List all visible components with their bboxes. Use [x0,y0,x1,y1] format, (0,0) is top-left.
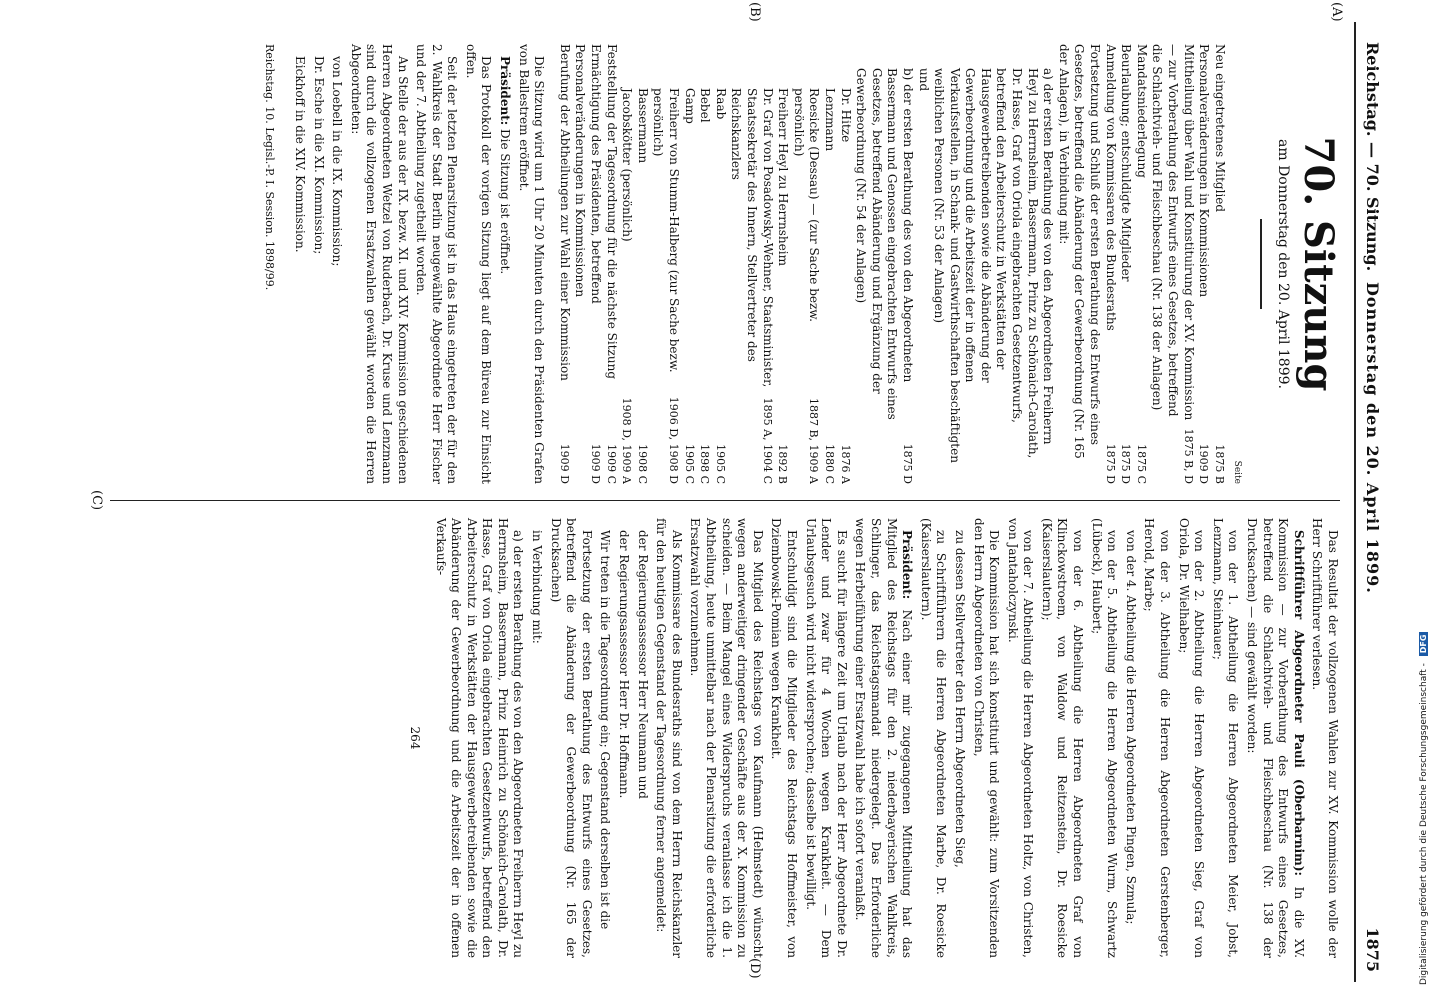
toc-item-page-ref: 1880 C [822,444,836,484]
paragraph [768,518,799,958]
paragraph [1209,518,1240,958]
table-of-contents [556,44,1227,484]
toc-item [931,44,1056,484]
toc-item-page-ref: 1892 B [776,444,790,484]
toc-item-page-ref: 1875 B, D [1181,428,1195,484]
toc-item-text: Fortsetzung und Schluß der ersten Berathung des Entwurfs eines Gesetzes, betreffend die Abänderung der Gewerbeordnung (Nr. 165 der Anlagen), in Verbindung mit: [1056,44,1103,459]
toc-item-page-ref: 1908 D, 1909 A [620,397,634,484]
toc-item-text: Dr. Graf von Posadowsky-Wehner, Staatsminister, Staatssekretär des Innern, Stellvertreter des Reichskanzlers [729,88,775,388]
running-head [1354,22,1390,982]
session-title: 70. Sitzung [1295,136,1342,392]
paragraph [529,518,545,958]
paragraph-text: von der 4. Abtheilung die Herren Abgeordneten Pingen, Szmula; [1123,530,1138,925]
paragraph-text: Die Sitzung wird um 1 Uhr 20 Minuten durch den Präsidenten Grafen von Ballestrem eröffnet. [516,44,547,484]
toc-item [712,44,728,484]
left-body-text [291,44,546,484]
paragraph-text: in Verbindung mit: [530,530,545,644]
paragraph-text: Fortsetzung der ersten Berathung des Entwurfs eines Gesetzes, betreffend die Abänderung der Gewerbeordnung (Nr. 165 der Drucksachen) [548,518,594,958]
paragraph [1038,518,1085,958]
paragraph [1175,518,1206,958]
toc-item-text: Raab [713,88,728,120]
paragraph [1243,518,1305,958]
toc-item [853,44,915,484]
toc-item-text: Freiherr Heyl zu Herrnsheim [776,88,791,266]
toc-item [634,44,650,484]
toc-item-page-ref: 1876 A [838,444,852,484]
paragraph-text: In die XV. Kommission — zur Vorberathung des Entwurfs eines Gesetzes, betreffend die Schlachtvieh- und Fleischbeschau (Nr. 138 der Drucksachen) — sind gewählt worden: [1245,518,1306,958]
paragraph-text: von der 5. Abtheilung die Herren Abgeordneten Wurm, Schwartz (Lübeck), Haubert; [1089,518,1120,958]
toc-item [619,44,635,484]
paragraph [634,518,650,958]
toc-item-page-ref: 1875 C [1134,444,1148,484]
paragraph [917,518,948,958]
toc-item-text: Mandatsniederlegung [1134,44,1149,178]
paragraph [413,44,460,484]
rotated-print [70,2,1390,982]
toc-item [603,44,619,484]
toc-item-text: Freiherr von Stumm-Halberg (zur Sache bezw. persönlich) [651,88,682,373]
right-body-text [432,518,1340,958]
paragraph [547,518,594,958]
paragraph-text: von der 7. Abtheilung die Herren Abgeordneten Holtz, von Christen, von Jantaholczynski. [1005,518,1036,958]
toc-item-text: Feststellung der Tagesordnung für die nächste Sitzung [604,44,619,380]
toc-item [572,44,603,484]
footer-line: Reichstag. 10. Legisl.-P. I. Session. 1898/99. [263,44,277,291]
toc-item [1055,44,1102,484]
paragraph [462,44,493,484]
paragraph-text: Dr. Esche in die XI. Kommission; [311,56,326,255]
toc-item-text: Mittheilung über Wahl und Konstituirung der XV. Kommission — zur Vorberathung des Entwurfs eines Gesetzes, betreffend die Schlachtvieh- und Fleischbeschau (Nr. 138 der Anlagen) [1150,44,1196,421]
paragraph [1309,518,1340,958]
toc-item [1133,44,1149,484]
paragraph [802,518,849,958]
paragraph [1141,518,1172,958]
toc-item-page-ref: 1905 C [682,444,696,484]
toc-item-text: Anmeldung von Kommissaren des Bundesraths [1103,44,1118,331]
paragraph-text: von der 3. Abtheilung die Herren Abgeordneten Gerstenberger, Herold, Marbe; [1142,518,1173,958]
margin-mark-b: (B) [747,2,762,22]
paragraph-text: Das Mitglied des Reichstags von Kaufmann (Helmstedt) wünscht wegen anderweitiger dringender Geschäfte aus der X. Kommission zu scheiden. — Beim Mangel eines Widerspruchs veranlasse ich die 1. Abtheilung, heute unmittelbar nach der Plenarsitzung die erforderliche Ersatzwahl vorzunehmen. [688,518,765,958]
toc-item-page-ref: 1875 B [1212,444,1226,484]
paragraph [347,44,409,484]
toc-item-text: Ermächtigung des Präsidenten, betreffend Personalveränderungen in Kommissionen [573,44,604,304]
paragraph [291,44,307,484]
toc-item-page-ref: 1887 B, 1909 A [807,397,821,484]
toc-item-text: Jacobskötter (persönlich) [620,88,635,242]
toc-item [775,44,791,484]
toc-item-page-ref: 1875 D [900,443,914,484]
column-divider [110,500,1340,501]
dfg-logo: DFG [1419,632,1428,657]
toc-item-page-ref: 1875 D [1103,443,1117,484]
paragraph [310,44,326,484]
running-head-date: Donnerstag den 20. April 1899. [1363,282,1382,594]
running-head-left: Reichstag. — 70. Sitzung. [1363,42,1382,272]
paragraph-text: Wir treten in die Tagesordnung ein; Gegenstand derselben ist die [598,530,613,930]
toc-item [1118,44,1134,484]
paragraph-text: Eickhoff in die XIV. Kommission. [292,56,307,253]
toc-item [681,44,697,484]
toc-item-page-ref: 1909 D [589,443,603,484]
paragraph [1088,518,1119,958]
paragraph [597,518,613,958]
toc-item-text: Gamp [682,88,697,124]
paragraph-text: zu dessen Stellvertreter den Herrn Abgeordneten Sieg, [952,530,967,868]
toc-item-page-ref: 1895 A, 1904 C [760,397,774,484]
toc-item-page-ref: 1909 D [557,443,571,484]
digitization-note [1419,632,1429,985]
paragraph-text: Das Protokoll der vorigen Sitzung liegt auf dem Büreau zur Einsicht offen. [463,44,494,484]
paragraph-text: Nach einer mir zugegangenen Mittheilung hat das Mitglied des Reichstags für den 2. niederbayerischen Wahlkreis, Schlinger, das Reichstagsmandat niedergelegt. Das Erforderliche wegen Herbeiführung einer Ersatzwahl habe ich sofort veranlaßt. [853,518,915,958]
toc-item-text: Personalveränderungen in Kommissionen [1197,44,1212,298]
toc-item [1149,44,1196,484]
paragraph-text: von der 1. Abtheilung die Herren Abgeordneten Meier, Jobst, Lenzmann, Steinhauer; [1210,518,1241,958]
toc-item-text: Bassermann [635,88,650,164]
paragraph [653,518,684,958]
paragraph-text: a) der ersten Berathung des von den Abgeordneten Freiherrn Heyl zu Herrnsheim, Bassermann, Prinz Heinrich zu Schönaich-Carolath, Dr. Hasse, Graf von Oriola eingebrachten Gesetzentwurfs, betreffend den Arbeiterschutz in Werkstätten der Hausgewerbetreibenden sowie die Abänderung der Gewerbeordnung und die Arbeitszeit der in offenen Verkaufs- [433,518,526,958]
toc-item-page-ref: 1898 C [698,444,712,484]
paragraph [1004,518,1035,958]
margin-mark-c: (C) [89,490,104,511]
toc-item-text: Bebel [698,88,713,123]
paragraph-text: der Regierungsassessor Herr Dr. Hoffmann. [617,530,632,799]
paragraph [515,44,546,484]
left-column [262,44,1340,484]
margin-mark-d: (D) [747,958,762,979]
paragraph [951,518,967,958]
session-date: am Donnerstag den 20. April 1899. [1275,139,1291,389]
toc-item-page-ref: 1908 C [635,444,649,484]
toc-item [697,44,713,484]
paragraph [329,44,345,484]
toc-item-text: Dr. Hitze [838,88,853,143]
toc-item [728,44,775,484]
toc-item [837,44,853,484]
toc-item-text: Lenzmann [822,88,837,152]
toc-item-page-ref: 1906 D, 1908 D [667,396,681,484]
speaker-name: Schriftführer Abgeordneter Pauli (Oberbarnim): [1291,530,1306,876]
paragraph-text: An Stelle der aus der IX. bezw. XI. und XIV. Kommission geschiedenen Herren Abgeordneten Wetzel von Ruderbach, Dr. Kruse und Lenzmann sind durch die vollzogenen Ersatzwahlen gewählt worden die Herren Abgeordneten: [348,44,410,484]
toc-item [1196,44,1212,484]
paragraph-text: von der 2. Abtheilung die Herren Abgeordneten Sieg, Graf von Oriola, Dr. Wielhaben; [1176,518,1207,958]
running-head-page-number: 1875 [1363,927,1382,972]
paragraph-text: zu Schriftführern die Herren Abgeordneten Marbe, Dr. Roesicke (Kaiserslautern). [918,518,949,958]
toc-item-page-ref: 1905 C [713,444,727,484]
paragraph-text: von Loebell in die IX. Kommission; [330,56,345,267]
toc-item-text: Roesicke (Dessau) — (zur Sache bezw. persönlich) [791,88,822,322]
toc-item-text: Neu eingetretenes Mitglied [1212,44,1227,213]
signature-number: 264 [407,726,422,750]
paragraph-text: Die Sitzung ist eröffnet. [498,129,513,275]
toc-header: Seite [1232,460,1243,484]
paragraph [852,518,914,958]
paragraph [687,518,765,958]
margin-mark-a: (A) [1329,2,1344,22]
toc-item-page-ref: 1909 D [1197,443,1211,484]
paragraph-text: der Regierungsassessor Herr Neumann und [635,530,650,799]
toc-item [915,44,931,484]
toc-item-text: a) der ersten Berathung des von den Abgeordneten Freiherrn Heyl zu Herrnsheim, Bassermann, Prinz zu Schönaich-Carolath, Dr. Hasse, Graf von Oriola eingebrachten Gesetzentwurfs, betreffend den Arbeiterschutz in Werkstätten der Hausgewerbetreibenden sowie die Abänderung der Gewerbeordnung und die Arbeitszeit der in offenen Verkaufsstellen, in Schank- und Gastwirthschaften beschäftigten weiblichen Personen (Nr. 53 der Anlagen) [932,68,1056,463]
toc-item [821,44,837,484]
paragraph-text: Es sucht für längere Zeit um Urlaub nach der Herr Abgeordnete Dr. Lender und zwar für 4 Wochen wegen Krankheit. — Dem Urlaubsgesuch wird nicht widersprochen; dasselbe ist bewilligt. [803,518,849,958]
paragraph-text: Entschuldigt sind die Mitglieder des Reichstags Hoffmeister, von Dziembowski-Pomian wegen Krankheit. [769,518,799,958]
paragraph [615,518,631,958]
toc-item [1102,44,1118,484]
paragraph [432,518,526,958]
toc-item-text: Beurlaubung; entschuldigte Mitglieder [1119,44,1134,282]
paragraph-text: Die Kommission hat sich konstituirt und gewählt: zum Vorsitzenden den Herrn Abgeordneten von Christen, [971,518,1002,958]
toc-item [556,44,572,484]
toc-item-text: Berufung der Abtheilungen zur Wahl einer Kommission [557,44,572,381]
paragraph-text: Seit der letzten Plenarsitzung ist in das Haus eingetreten der für den 2. Wahlkreis der Stadt Berlin neugewählte Abgeordnete Herr Fischer und der 7. Abtheilung zugetheilt worden. [414,44,460,484]
right-column [406,518,1340,958]
toc-item-page-ref: 1909 C [604,444,618,484]
paragraph [970,518,1001,958]
digitization-note-text: Digitalisierung gefördert durch die Deutsche Forschungsgemeinschaft - [1419,663,1429,985]
paragraph [497,44,513,484]
paragraph-text: Das Resultat der vollzogenen Wahlen zur XV. Kommission wolle der Herr Schriftführer verlesen. [1310,518,1340,958]
toc-item-text: b) der ersten Berathung des von den Abgeordneten Bassermann und Genossen eingebrachten Entwurfs eines Gesetzes, betreffend Abänderung und Ergänzung der Gewerbeordnung (Nr. 54 der Anlagen) [854,68,915,420]
speaker-name: Präsident: [498,56,513,126]
toc-item-text: und [916,68,931,92]
toc-item-page-ref: 1875 D [1119,443,1133,484]
toc-item [790,44,821,484]
paragraph [1122,518,1138,958]
title-rule [1260,219,1262,309]
paragraph-text: von der 6. Abtheilung die Herren Abgeordneten Graf von Klinckowstroem, von Waldow und Reitzenstein, Dr. Roesicke (Kaiserslautern); [1039,518,1086,958]
toc-item [1211,44,1227,484]
speaker-name: Präsident: [900,530,915,600]
paragraph-text: Als Kommissare des Bundesraths sind von dem Herrn Reichskanzler für den heutigen Gegenstand der Tagesordnung ferner angemeldet: [654,518,684,958]
toc-item [650,44,681,484]
